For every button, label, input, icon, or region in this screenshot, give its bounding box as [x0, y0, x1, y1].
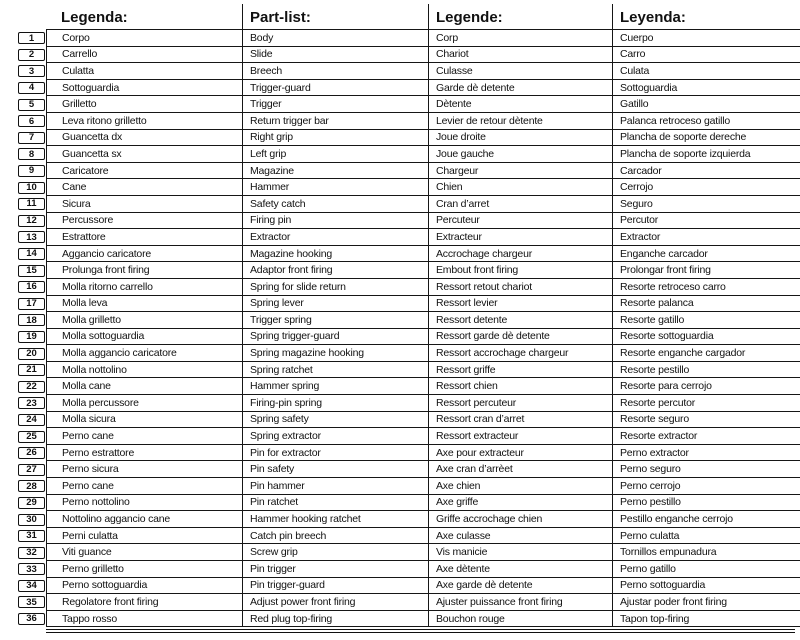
part-number: 22	[26, 381, 37, 393]
cell-english: Safety catch	[242, 196, 428, 213]
part-number: 8	[28, 148, 35, 160]
row-number-cell	[0, 544, 46, 561]
table-row	[0, 30, 800, 47]
part-number: 16	[26, 281, 37, 293]
table-row	[0, 96, 800, 113]
table-row	[0, 213, 800, 230]
cell-spanish: Resorte palanca	[612, 296, 800, 313]
cell-spanish: Prolongar front firing	[612, 262, 800, 279]
cell-italian: Tappo rosso	[46, 611, 242, 628]
part-number: 32	[26, 546, 37, 558]
part-number: 11	[26, 198, 37, 210]
table-row	[0, 229, 800, 246]
table-row	[0, 445, 800, 462]
row-number-cell	[0, 296, 46, 313]
row-number-cell	[0, 611, 46, 628]
cell-english: Pin trigger	[242, 561, 428, 578]
cell-italian: Cane	[46, 179, 242, 196]
cell-french: Corp	[428, 30, 612, 47]
cell-italian: Sottoguardia	[46, 80, 242, 97]
table-row	[0, 611, 800, 628]
part-number-box	[18, 82, 45, 94]
row-number-cell	[0, 213, 46, 230]
cell-french: Axe dètente	[428, 561, 612, 578]
part-number-box	[18, 265, 45, 277]
cell-french: Axe culasse	[428, 528, 612, 545]
cell-italian: Perno sicura	[46, 461, 242, 478]
cell-italian: Guancetta dx	[46, 130, 242, 147]
row-number-cell	[0, 511, 46, 528]
table-row	[0, 395, 800, 412]
row-number-cell	[0, 461, 46, 478]
table-row	[0, 528, 800, 545]
cell-french: Ressort accrochage chargeur	[428, 345, 612, 362]
part-number: 13	[26, 231, 37, 243]
cell-italian: Grilletto	[46, 96, 242, 113]
cell-spanish: Resorte pestillo	[612, 362, 800, 379]
cell-french: Ressort garde dè detente	[428, 329, 612, 346]
row-number-cell	[0, 395, 46, 412]
cell-spanish: Palanca retroceso gatillo	[612, 113, 800, 130]
table-row	[0, 329, 800, 346]
part-number-box	[18, 115, 45, 127]
cell-english: Catch pin breech	[242, 528, 428, 545]
cell-english: Magazine	[242, 163, 428, 180]
cell-french: Ajuster puissance front firing	[428, 594, 612, 611]
cell-spanish: Resorte enganche cargador	[612, 345, 800, 362]
cell-italian: Molla sottoguardia	[46, 329, 242, 346]
cell-italian: Molla cane	[46, 378, 242, 395]
part-number-box	[18, 165, 45, 177]
part-number: 30	[26, 513, 37, 525]
cell-french: Garde dè detente	[428, 80, 612, 97]
row-number-cell	[0, 578, 46, 595]
table-row	[0, 495, 800, 512]
table-row	[0, 113, 800, 130]
cell-italian: Corpo	[46, 30, 242, 47]
part-number: 29	[26, 497, 37, 509]
cell-italian: Perno nottolino	[46, 495, 242, 512]
cell-spanish: Carcador	[612, 163, 800, 180]
row-number-cell	[0, 179, 46, 196]
row-number-cell	[0, 196, 46, 213]
cell-english: Spring for slide return	[242, 279, 428, 296]
table-row	[0, 345, 800, 362]
table-row	[0, 378, 800, 395]
cell-french: Axe pour extracteur	[428, 445, 612, 462]
part-number: 19	[26, 331, 37, 343]
cell-italian: Molla leva	[46, 296, 242, 313]
cell-spanish: Tapon top-firing	[612, 611, 800, 628]
part-number-box	[18, 580, 45, 592]
table-row	[0, 478, 800, 495]
table-row	[0, 511, 800, 528]
part-number-box	[18, 514, 45, 526]
part-number-box	[18, 431, 45, 443]
part-number-box	[18, 182, 45, 194]
row-number-cell	[0, 478, 46, 495]
table-row	[0, 578, 800, 595]
table-row	[0, 279, 800, 296]
cell-english: Hammer	[242, 179, 428, 196]
cell-english: Firing-pin spring	[242, 395, 428, 412]
cell-french: Dètente	[428, 96, 612, 113]
cell-spanish: Cerrojo	[612, 179, 800, 196]
part-number-box	[18, 596, 45, 608]
part-number-box	[18, 381, 45, 393]
header-legenda-italian: Legenda:	[46, 4, 242, 30]
cell-italian: Perno grilletto	[46, 561, 242, 578]
row-number-cell	[0, 528, 46, 545]
cell-english: Magazine hooking	[242, 246, 428, 263]
table-row	[0, 561, 800, 578]
table-row	[0, 146, 800, 163]
cell-english: Spring lever	[242, 296, 428, 313]
part-number-box	[18, 314, 45, 326]
cell-english: Right grip	[242, 130, 428, 147]
cell-english: Hammer hooking ratchet	[242, 511, 428, 528]
part-number: 23	[26, 397, 37, 409]
part-number: 3	[28, 65, 35, 77]
row-number-cell	[0, 362, 46, 379]
table-row	[0, 80, 800, 97]
cell-english: Spring ratchet	[242, 362, 428, 379]
cell-english: Pin trigger-guard	[242, 578, 428, 595]
row-number-cell	[0, 412, 46, 429]
cell-french: Culasse	[428, 63, 612, 80]
cell-french: Griffe accrochage chien	[428, 511, 612, 528]
part-number: 34	[26, 580, 37, 592]
cell-spanish: Resorte percutor	[612, 395, 800, 412]
cell-spanish: Seguro	[612, 196, 800, 213]
header-number-spacer	[0, 4, 46, 30]
cell-italian: Molla sicura	[46, 412, 242, 429]
cell-english: Firing pin	[242, 213, 428, 230]
cell-english: Spring safety	[242, 412, 428, 429]
cell-italian: Estrattore	[46, 229, 242, 246]
part-number: 5	[28, 98, 35, 110]
cell-french: Percuteur	[428, 213, 612, 230]
cell-english: Left grip	[242, 146, 428, 163]
part-number-box	[18, 364, 45, 376]
cell-english: Extractor	[242, 229, 428, 246]
cell-french: Cran d’arret	[428, 196, 612, 213]
part-number-box	[18, 331, 45, 343]
part-number: 1	[28, 32, 35, 44]
cell-french: Ressort percuteur	[428, 395, 612, 412]
table-row	[0, 63, 800, 80]
row-number-cell	[0, 47, 46, 64]
cell-english: Spring magazine hooking	[242, 345, 428, 362]
table-row	[0, 362, 800, 379]
part-number-box	[18, 613, 45, 625]
part-number: 31	[26, 530, 37, 542]
row-number-cell	[0, 262, 46, 279]
part-number-box	[18, 65, 45, 77]
table-row	[0, 246, 800, 263]
cell-french: Chien	[428, 179, 612, 196]
part-number: 35	[26, 596, 37, 608]
cell-english: Trigger-guard	[242, 80, 428, 97]
part-number: 27	[26, 463, 37, 475]
cell-italian: Prolunga front firing	[46, 262, 242, 279]
part-number: 33	[26, 563, 37, 575]
table-header-row	[0, 4, 800, 30]
part-number: 36	[26, 613, 37, 625]
cell-french: Vis manicie	[428, 544, 612, 561]
cell-french: Accrochage chargeur	[428, 246, 612, 263]
cell-english: Spring trigger-guard	[242, 329, 428, 346]
cell-spanish: Tornillos empunadura	[612, 544, 800, 561]
part-number-box	[18, 348, 45, 360]
header-partlist-english: Part-list:	[242, 4, 428, 30]
cell-french: Extracteur	[428, 229, 612, 246]
part-number: 15	[26, 264, 37, 276]
cell-italian: Molla ritorno carrello	[46, 279, 242, 296]
cell-english: Adaptor front firing	[242, 262, 428, 279]
cell-spanish: Perno gatillo	[612, 561, 800, 578]
cell-italian: Percussore	[46, 213, 242, 230]
cell-italian: Perno cane	[46, 428, 242, 445]
part-number: 14	[26, 248, 37, 260]
table-row	[0, 262, 800, 279]
cell-spanish: Resorte sottoguardia	[612, 329, 800, 346]
cell-spanish: Perno cerrojo	[612, 478, 800, 495]
cell-french: Axe chien	[428, 478, 612, 495]
cell-french: Axe cran d’arrèet	[428, 461, 612, 478]
cell-french: Ressort chien	[428, 378, 612, 395]
cell-french: Chargeur	[428, 163, 612, 180]
part-number-box	[18, 198, 45, 210]
row-number-cell	[0, 80, 46, 97]
cell-french: Embout front firing	[428, 262, 612, 279]
cell-italian: Molla percussore	[46, 395, 242, 412]
part-number: 20	[26, 347, 37, 359]
part-number-box	[18, 148, 45, 160]
cell-spanish: Resorte extractor	[612, 428, 800, 445]
cell-french: Ressort retout chariot	[428, 279, 612, 296]
cell-french: Ressort griffe	[428, 362, 612, 379]
row-number-cell	[0, 63, 46, 80]
row-number-cell	[0, 312, 46, 329]
table-row	[0, 428, 800, 445]
part-number: 21	[26, 364, 37, 376]
cell-spanish: Culata	[612, 63, 800, 80]
row-number-cell	[0, 113, 46, 130]
part-number-box	[18, 49, 45, 61]
cell-italian: Aggancio caricatore	[46, 246, 242, 263]
cell-italian: Leva ritono grilletto	[46, 113, 242, 130]
cell-italian: Perno sottoguardia	[46, 578, 242, 595]
cell-italian: Nottolino aggancio cane	[46, 511, 242, 528]
part-number-box	[18, 464, 45, 476]
cell-english: Hammer spring	[242, 378, 428, 395]
row-number-cell	[0, 130, 46, 147]
cell-spanish: Resorte retroceso carro	[612, 279, 800, 296]
cell-spanish: Perno pestillo	[612, 495, 800, 512]
cell-italian: Carrello	[46, 47, 242, 64]
part-number-box	[18, 547, 45, 559]
cell-french: Levier de retour dètente	[428, 113, 612, 130]
cell-english: Pin ratchet	[242, 495, 428, 512]
table-row	[0, 163, 800, 180]
table-row	[0, 47, 800, 64]
part-number-box	[18, 414, 45, 426]
cell-french: Joue droite	[428, 130, 612, 147]
table-body	[0, 30, 800, 627]
cell-spanish: Enganche carcador	[612, 246, 800, 263]
table-row	[0, 179, 800, 196]
row-number-cell	[0, 146, 46, 163]
row-number-cell	[0, 163, 46, 180]
part-number: 6	[28, 115, 35, 127]
cell-italian: Regolatore front firing	[46, 594, 242, 611]
row-number-cell	[0, 96, 46, 113]
cell-italian: Molla nottolino	[46, 362, 242, 379]
part-number: 26	[26, 447, 37, 459]
cell-spanish: Percutor	[612, 213, 800, 230]
part-number: 4	[28, 82, 35, 94]
row-number-cell	[0, 561, 46, 578]
cell-spanish: Ajustar poder front firing	[612, 594, 800, 611]
part-number-box	[18, 99, 45, 111]
row-number-cell	[0, 378, 46, 395]
cell-english: Screw grip	[242, 544, 428, 561]
cell-italian: Guancetta sx	[46, 146, 242, 163]
part-number-box	[18, 231, 45, 243]
cell-spanish: Resorte gatillo	[612, 312, 800, 329]
cell-english: Red plug top-firing	[242, 611, 428, 628]
cell-italian: Perno estrattore	[46, 445, 242, 462]
table-row	[0, 412, 800, 429]
part-number: 25	[26, 430, 37, 442]
part-number: 12	[26, 215, 37, 227]
cell-english: Pin safety	[242, 461, 428, 478]
cell-spanish: Perno culatta	[612, 528, 800, 545]
cell-french: Bouchon rouge	[428, 611, 612, 628]
cell-french: Ressort extracteur	[428, 428, 612, 445]
part-number-box	[18, 32, 45, 44]
row-number-cell	[0, 445, 46, 462]
row-number-cell	[0, 329, 46, 346]
row-number-cell	[0, 345, 46, 362]
cell-italian: Molla grilletto	[46, 312, 242, 329]
header-legende-french: Legende:	[428, 4, 612, 30]
part-number: 17	[26, 298, 37, 310]
cell-french: Chariot	[428, 47, 612, 64]
cell-english: Trigger spring	[242, 312, 428, 329]
row-number-cell	[0, 279, 46, 296]
cell-spanish: Resorte seguro	[612, 412, 800, 429]
table-row	[0, 130, 800, 147]
table-row	[0, 544, 800, 561]
cell-french: Axe garde dè detente	[428, 578, 612, 595]
header-leyenda-spanish: Leyenda:	[612, 4, 800, 30]
part-number: 28	[26, 480, 37, 492]
part-number: 7	[28, 132, 35, 144]
cell-english: Breech	[242, 63, 428, 80]
cell-italian: Culatta	[46, 63, 242, 80]
row-number-cell	[0, 246, 46, 263]
cell-italian: Sicura	[46, 196, 242, 213]
cell-french: Axe griffe	[428, 495, 612, 512]
part-number: 10	[26, 181, 37, 193]
cell-spanish: Perno extractor	[612, 445, 800, 462]
cell-english: Trigger	[242, 96, 428, 113]
cell-french: Ressort cran d’arret	[428, 412, 612, 429]
part-number-box	[18, 497, 45, 509]
cell-english: Pin hammer	[242, 478, 428, 495]
part-number: 9	[28, 165, 35, 177]
row-number-cell	[0, 594, 46, 611]
part-number-box	[18, 397, 45, 409]
part-number-box	[18, 132, 45, 144]
cell-spanish: Perno seguro	[612, 461, 800, 478]
part-number-box	[18, 447, 45, 459]
cell-french: Joue gauche	[428, 146, 612, 163]
cell-spanish: Perno sottoguardia	[612, 578, 800, 595]
cell-spanish: Carro	[612, 47, 800, 64]
cell-french: Ressort levier	[428, 296, 612, 313]
cell-spanish: Sottoguardia	[612, 80, 800, 97]
parts-catalog-table	[0, 4, 800, 633]
part-number: 24	[26, 414, 37, 426]
cell-spanish: Plancha de soporte dereche	[612, 130, 800, 147]
cell-italian: Molla aggancio caricatore	[46, 345, 242, 362]
table-row	[0, 296, 800, 313]
cell-spanish: Extractor	[612, 229, 800, 246]
cell-english: Return trigger bar	[242, 113, 428, 130]
row-number-cell	[0, 30, 46, 47]
cell-french: Ressort detente	[428, 312, 612, 329]
bottom-double-rule	[46, 629, 795, 633]
part-number-box	[18, 530, 45, 542]
part-number-box	[18, 281, 45, 293]
part-number-box	[18, 480, 45, 492]
cell-english: Adjust power front firing	[242, 594, 428, 611]
part-number-box	[18, 248, 45, 260]
cell-italian: Viti guance	[46, 544, 242, 561]
cell-spanish: Gatillo	[612, 96, 800, 113]
table-row	[0, 196, 800, 213]
cell-english: Body	[242, 30, 428, 47]
cell-italian: Caricatore	[46, 163, 242, 180]
part-number-box	[18, 298, 45, 310]
row-number-cell	[0, 428, 46, 445]
part-number: 18	[26, 314, 37, 326]
cell-english: Pin for extractor	[242, 445, 428, 462]
row-number-cell	[0, 229, 46, 246]
cell-spanish: Cuerpo	[612, 30, 800, 47]
part-number-box	[18, 215, 45, 227]
cell-spanish: Resorte para cerrojo	[612, 378, 800, 395]
cell-spanish: Pestillo enganche cerrojo	[612, 511, 800, 528]
table-row	[0, 461, 800, 478]
cell-italian: Perni culatta	[46, 528, 242, 545]
part-number: 2	[28, 49, 35, 61]
cell-english: Slide	[242, 47, 428, 64]
part-number-box	[18, 563, 45, 575]
cell-spanish: Plancha de soporte izquierda	[612, 146, 800, 163]
cell-english: Spring extractor	[242, 428, 428, 445]
row-number-cell	[0, 495, 46, 512]
cell-italian: Perno cane	[46, 478, 242, 495]
table-row	[0, 312, 800, 329]
table-row	[0, 594, 800, 611]
